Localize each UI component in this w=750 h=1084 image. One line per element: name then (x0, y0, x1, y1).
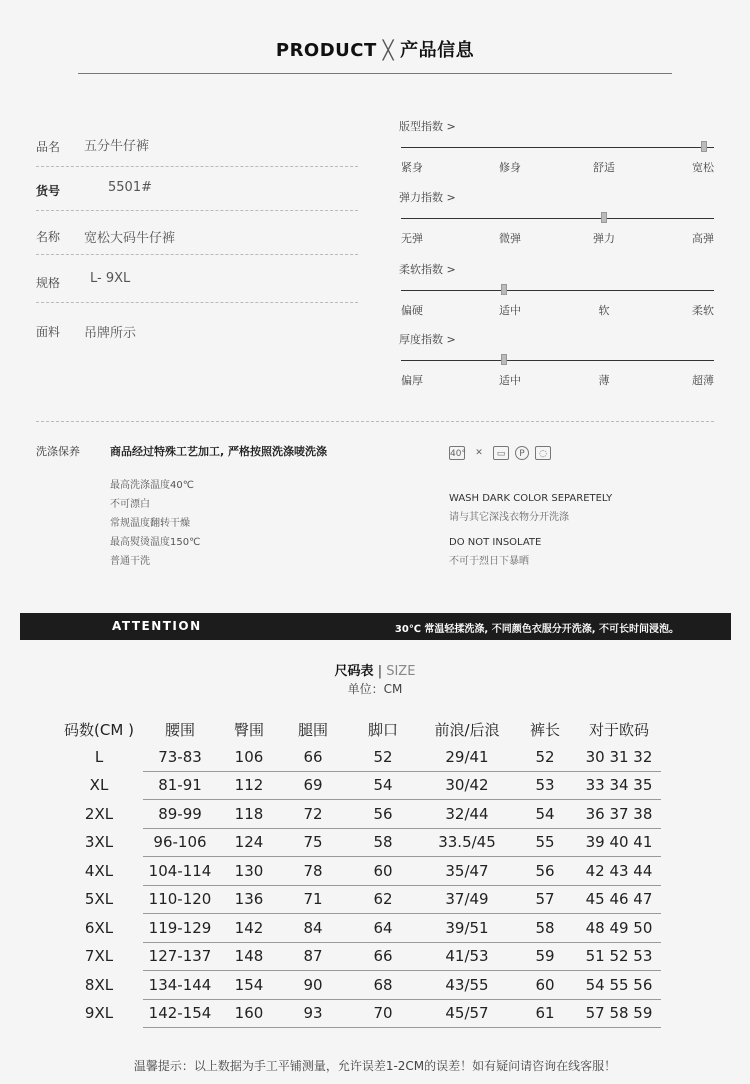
info-row-huohao (36, 166, 358, 211)
table-cell: 130 (217, 857, 281, 886)
wash-note-cn: 不可于烈日下暴晒 (449, 556, 529, 567)
table-cell: 30/42 (421, 771, 513, 800)
table-cell: 57 58 59 (577, 999, 661, 1028)
info-key: 品名 (36, 140, 61, 154)
size-table (55, 715, 661, 1028)
table-cell: 39/51 (421, 914, 513, 943)
table-cell: 32/44 (421, 800, 513, 829)
index-tick-label: 偏硬 (401, 304, 423, 317)
table-header-cell: 腿围 (297, 720, 328, 739)
size-title-en: SIZE (386, 664, 416, 679)
title-separator: ╳ (382, 40, 395, 61)
table-cell: 51 52 53 (577, 942, 661, 971)
index-track (401, 147, 714, 148)
index-tick-label: 适中 (499, 304, 521, 317)
index-tick-label: 无弹 (401, 232, 423, 245)
table-cell: 5XL (84, 890, 114, 909)
index-marker (701, 141, 707, 152)
index-tick-label: 软 (598, 304, 610, 317)
table-row (55, 885, 661, 914)
table-cell: 45 46 47 (577, 885, 661, 914)
info-key: 名称 (36, 230, 61, 244)
table-header-cell: 码数(CM ) (64, 720, 134, 739)
care-item: 普通干洗 (110, 556, 150, 567)
table-cell: 64 (345, 914, 421, 943)
size-title-sep: | (373, 664, 387, 679)
table-cell: 96-106 (143, 828, 217, 857)
index-tick-label: 紧身 (401, 161, 423, 174)
table-cell: 61 (513, 999, 577, 1028)
table-cell: 104-114 (143, 857, 217, 886)
attention-label: ATTENTION (112, 619, 202, 633)
title-underline (78, 73, 672, 74)
table-cell: 43/55 (421, 971, 513, 1000)
table-cell: L (94, 748, 104, 766)
info-row-guige (36, 258, 358, 303)
index-track (401, 290, 714, 291)
table-header-row (55, 715, 661, 743)
index-tick-label: 舒适 (593, 161, 615, 174)
table-cell: 60 (513, 971, 577, 1000)
wash-icons (449, 446, 551, 460)
table-cell: 90 (281, 971, 345, 1000)
table-cell: 56 (345, 800, 421, 829)
table-header-cell: 对于欧码 (588, 720, 649, 739)
table-cell: XL (89, 776, 109, 795)
size-unit: 单位：CM (347, 682, 403, 696)
table-cell: 72 (281, 800, 345, 829)
table-cell: 54 (345, 771, 421, 800)
table-row (55, 743, 661, 771)
table-cell: 9XL (84, 1004, 114, 1023)
index-label: 柔软指数 > (399, 263, 456, 276)
index-marker (501, 284, 507, 295)
table-cell: 71 (281, 885, 345, 914)
index-track (401, 218, 714, 219)
table-row (55, 999, 661, 1028)
table-cell: 8XL (84, 975, 114, 994)
table-cell: 142 (217, 914, 281, 943)
title-cn: 产品信息 (400, 40, 475, 61)
table-cell: 81-91 (143, 771, 217, 800)
table-cell: 58 (345, 828, 421, 857)
table-cell: 134-144 (143, 971, 217, 1000)
table-cell: 33.5/45 (421, 828, 513, 857)
table-cell: 60 (345, 857, 421, 886)
table-cell: 93 (281, 999, 345, 1028)
table-cell: 37/49 (421, 885, 513, 914)
index-tick-label: 高弹 (692, 232, 714, 245)
table-cell: 45/57 (421, 999, 513, 1028)
table-cell: 127-137 (143, 942, 217, 971)
table-cell: 66 (281, 743, 345, 771)
footnote: 温馨提示：以上数据为手工平铺测量，允许误差1-2CM的误差！如有疑问请咨询在线客服！ (133, 1059, 617, 1073)
info-value: 5501# (108, 180, 152, 195)
table-cell: 39 40 41 (577, 828, 661, 857)
table-header-cell: 前浪/后浪 (434, 720, 500, 739)
table-cell: 58 (513, 914, 577, 943)
table-cell: 30 31 32 (577, 743, 661, 771)
wash-40-icon: 40° (449, 446, 465, 460)
tumble-dry-icon: ▭ (493, 446, 509, 460)
table-cell: 56 (513, 857, 577, 886)
index-tick-label: 宽松 (692, 161, 714, 174)
info-value: 五分牛仔裤 (84, 139, 150, 154)
wash-note-en: WASH DARK COLOR SEPARETELY (449, 493, 613, 504)
table-cell: 160 (217, 999, 281, 1028)
table-cell: 68 (345, 971, 421, 1000)
table-cell: 87 (281, 942, 345, 971)
info-value: 吊牌所示 (84, 326, 137, 341)
attention-bar (20, 613, 731, 640)
table-cell: 106 (217, 743, 281, 771)
table-cell: 66 (345, 942, 421, 971)
care-title: 洗涤保养 (36, 445, 80, 458)
attention-text: 30℃ 常温轻揉洗涤, 不同颜色衣服分开洗涤, 不可长时间浸泡。 (394, 624, 679, 635)
care-item: 最高洗涤温度40℃ (110, 480, 194, 491)
table-cell: 35/47 (421, 857, 513, 886)
index-tick-label: 适中 (499, 374, 521, 387)
table-row (55, 971, 661, 1000)
table-cell: 29/41 (421, 743, 513, 771)
table-row (55, 800, 661, 829)
info-row-pinming (36, 122, 358, 167)
table-cell: 4XL (84, 861, 114, 880)
table-cell: 89-99 (143, 800, 217, 829)
table-cell: 59 (513, 942, 577, 971)
table-row (55, 942, 661, 971)
info-key: 规格 (36, 276, 61, 290)
wash-note-cn: 请与其它深浅衣物分开洗涤 (449, 512, 569, 523)
table-cell: 55 (513, 828, 577, 857)
care-description: 商品经过特殊工艺加工, 严格按照洗涤唛洗涤 (110, 445, 328, 458)
info-value: L- 9XL (90, 271, 131, 286)
title-en: PRODUCT (275, 40, 377, 61)
page-title (0, 36, 750, 62)
table-cell: 48 49 50 (577, 914, 661, 943)
info-key: 货号 (36, 184, 61, 198)
table-cell: 53 (513, 771, 577, 800)
index-tick-label: 超薄 (692, 374, 714, 387)
table-cell: 73-83 (143, 743, 217, 771)
table-cell: 112 (217, 771, 281, 800)
care-item: 常规温度翻转干燥 (110, 518, 190, 529)
table-cell: 57 (513, 885, 577, 914)
table-cell: 75 (281, 828, 345, 857)
table-cell: 7XL (84, 947, 114, 966)
info-row-mingcheng (36, 210, 358, 255)
table-row (55, 828, 661, 857)
index-tick-label: 柔软 (692, 304, 714, 317)
index-tick-label: 偏厚 (401, 374, 423, 387)
index-tick-label: 弹力 (593, 232, 615, 245)
index-marker (601, 212, 607, 223)
dryer-icon: ◌ (535, 446, 551, 460)
table-cell: 154 (217, 971, 281, 1000)
table-row (55, 914, 661, 943)
info-value: 宽松大码牛仔裤 (84, 231, 176, 246)
table-cell: 6XL (84, 918, 114, 937)
no-bleach-icon: ✕ (475, 448, 483, 458)
table-row (55, 857, 661, 886)
table-cell: 142-154 (143, 999, 217, 1028)
table-cell: 69 (281, 771, 345, 800)
table-cell: 54 55 56 (577, 971, 661, 1000)
table-cell: 62 (345, 885, 421, 914)
size-title-cn: 尺码表 (334, 664, 374, 679)
size-table-title (0, 660, 750, 679)
section-divider (36, 421, 714, 422)
care-item: 不可漂白 (110, 499, 150, 510)
info-key: 面料 (36, 325, 61, 339)
index-tick-label: 微弹 (499, 232, 521, 245)
table-cell: 54 (513, 800, 577, 829)
table-cell: 52 (513, 743, 577, 771)
table-cell: 70 (345, 999, 421, 1028)
table-cell: 52 (345, 743, 421, 771)
index-label: 厚度指数 > (399, 333, 456, 346)
table-cell: 118 (217, 800, 281, 829)
table-row (55, 771, 661, 800)
table-cell: 124 (217, 828, 281, 857)
table-header-cell: 腰围 (164, 720, 195, 739)
index-label: 版型指数 > (399, 120, 456, 133)
table-cell: 148 (217, 942, 281, 971)
table-cell: 78 (281, 857, 345, 886)
index-tick-label: 修身 (499, 161, 521, 174)
table-cell: 3XL (84, 833, 114, 852)
table-cell: 136 (217, 885, 281, 914)
table-cell: 119-129 (143, 914, 217, 943)
index-tick-label: 薄 (598, 374, 610, 387)
index-marker (501, 354, 507, 365)
table-header-cell: 脚口 (367, 720, 398, 739)
table-cell: 110-120 (143, 885, 217, 914)
table-cell: 2XL (84, 804, 114, 823)
table-header-cell: 臀围 (233, 720, 264, 739)
table-cell: 84 (281, 914, 345, 943)
wash-note-en: DO NOT INSOLATE (449, 537, 542, 548)
table-cell: 42 43 44 (577, 857, 661, 886)
index-track (401, 360, 714, 361)
table-cell: 33 34 35 (577, 771, 661, 800)
table-cell: 41/53 (421, 942, 513, 971)
table-cell: 36 37 38 (577, 800, 661, 829)
dry-clean-icon: P (515, 446, 529, 460)
table-header-cell: 裤长 (529, 720, 560, 739)
care-item: 最高熨烫温度150℃ (110, 537, 201, 548)
index-label: 弹力指数 > (399, 191, 456, 204)
